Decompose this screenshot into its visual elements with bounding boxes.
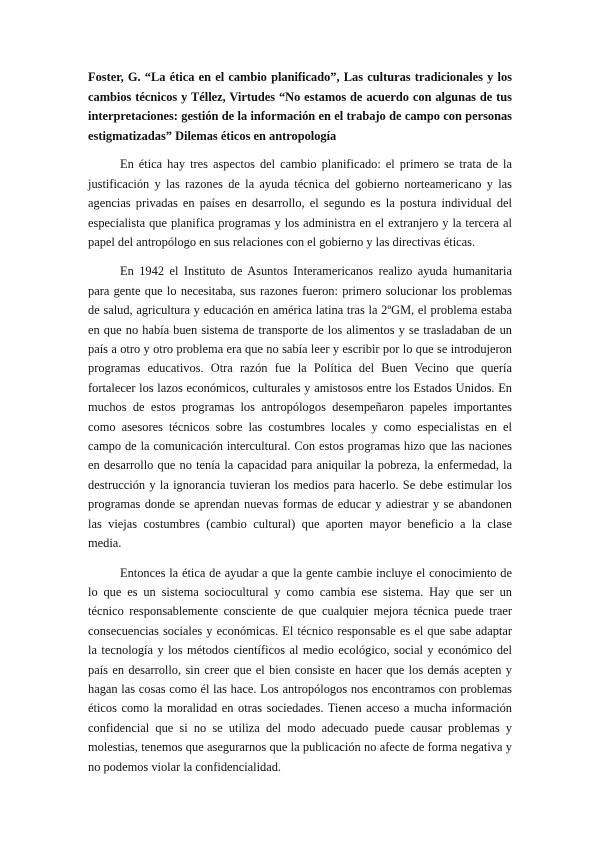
paragraph-3: Entonces la ética de ayudar a que la gente cambie incluye el conocimiento de lo que es un sistema sociocultural y como cambia ese sistema. Hay que ser un técnico responsablemente consciente de que cualquier mejora técnica puede traer consecuencias sociales y económicas. El técnico responsable es el que sabe adaptar la tecnología y los métodos científicos al medio ecológico, social y económico del país en desarrollo, sin creer que el bien consiste en hacer que los demás acepten y hagan las cosas como él las hace. Los antropólogos nos encontramos con problemas éticos como la moralidad en otras sociedades. Tienen acceso a mucha información confidencial que si no se utiliza del modo adecuado puede causar problemas y molestias, tenemos que asegurarnos que la publicación no afecte de forma negativa y no podemos violar la confidencialidad. — [88, 565, 512, 774]
paragraph-2: En 1942 el Instituto de Asuntos Interamericanos realizo ayuda humanitaria para gente que lo necesitaba, sus razones fueron: primero solucionar los problemas de salud, agricultura y educación en américa latina tras la 2ºGM, el problema estaba en que no había buen sistema de transporte de los alimentos y se trasladaban de un país a otro y otro problema era que no sabía leer y escribir por lo que se introdujeron programas educativos. Otra razón fue la Política del Buen Vecino que quería fortalecer los lazos económicos, culturales y amistosos entre los Estados Unidos. En muchos de estos programas los antropólogos desempeñaron papeles importantes como asesores técnicos sobre las costumbres locales y como especialistas en el campo de la comunicación intercultural. Con estos programas hizo que las naciones en desarrollo que no tenía la capacidad para aniquilar la pobreza, la enfermedad, la destrucción y la ignorancia tuvieran los medios para hacerlo. Se debe estimular los programas donde se aprendan nuevas formas de educar y adiestrar y se abandonen las viejas costumbres (cambio cultural) que aporten mayor beneficio a la clase media. — [88, 264, 512, 551]
paragraph-1: En ética hay tres aspectos del cambio planificado: el primero se trata de la justificación y las razones de la ayuda técnica del gobierno norteamericano y las agencias privadas en países en desarrollo, el segundo es la postura individual del especialista que planifica programas y los administra en el extranjero y la tercera al papel del antropólogo en sus relaciones con el gobierno y las directivas éticas. — [88, 157, 512, 249]
document-heading: Foster, G. “La ética en el cambio planificado”, Las culturas tradicionales y los cambios técnicos y Téllez, Virtudes “No estamos de acuerdo con algunas de tus interpretaciones: gestión de la información en el trabajo de campo con personas estigmatizadas” Dilemas éticos en antropología — [88, 70, 512, 143]
